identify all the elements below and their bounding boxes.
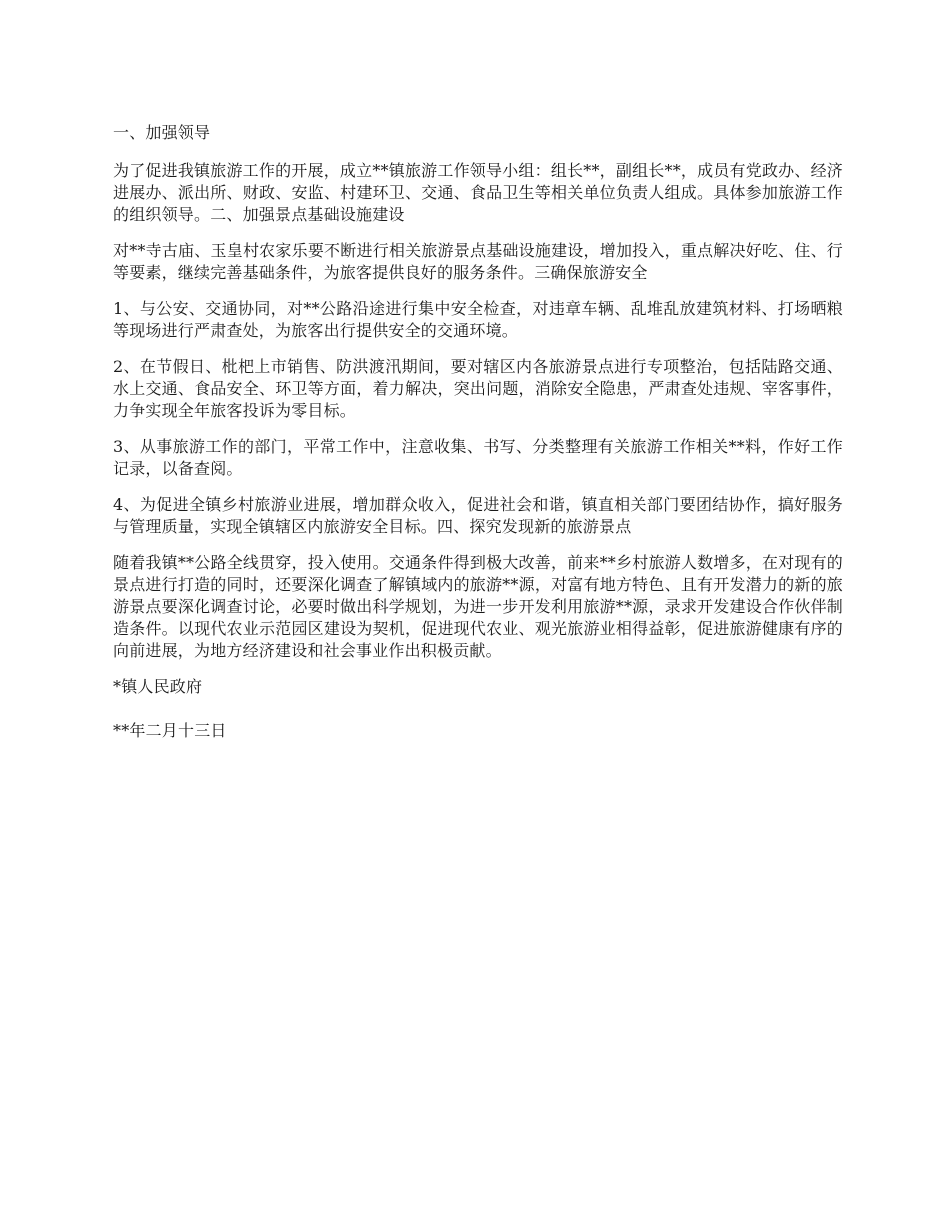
paragraph-safety-4: 4、为促进全镇乡村旅游业进展，增加群众收入，促进社会和谐，镇直相关部门要团结协作，搞好服务与管理质量，实现全镇辖区内旅游安全目标。四、探究发现新的旅游景点: [113, 495, 843, 536]
document-body: [113, 122, 843, 756]
paragraph-safety-3: 3、从事旅游工作的部门，平常工作中，注意收集、书写、分类整理有关旅游工作相关**料，作好工作记录，以备查阅。: [113, 437, 843, 478]
section-heading: 一、加强领导: [113, 123, 211, 142]
paragraph-infrastructure: 对**寺古庙、玉皇村农家乐要不断进行相关旅游景点基础设施建设，增加投入，重点解决好吃、住、行等要素，继续完善基础条件，为旅客提供良好的服务条件。三确保旅游安全: [113, 241, 843, 282]
paragraph-leadership: 为了促进我镇旅游工作的开展，成立**镇旅游工作领导小组：组长**，副组长**，成员有党政办、经济进展办、派出所、财政、安监、村建环卫、交通、食品卫生等相关单位负责人组成。具体参加旅游工作的组织领导。二、加强景点基础设施建设: [113, 161, 843, 224]
paragraph-safety-1: 1、与公安、交通协同，对**公路沿途进行集中安全检查，对违章车辆、乱堆乱放建筑材料、打场晒粮等现场进行严肃查处，为旅客出行提供安全的交通环境。: [113, 299, 843, 340]
paragraph-new-attractions: 随着我镇**公路全线贯穿，投入使用。交通条件得到极大改善，前来**乡村旅游人数增多，在对现有的景点进行打造的同时，还要深化调查了解镇域内的旅游**源，对富有地方特色、且有开发潜力的新的旅游景点要深化调查讨论，必要时做出科学规划，为进一步开发利用旅游**源，录求开发建设合作伙伴制造条件。以现代农业示范园区建设为契机，促进现代农业、观光旅游业相得益彰，促进旅游健康有序的向前进展，为地方经济建设和社会事业作出积极贡献。: [113, 553, 843, 660]
paragraph-safety-2: 2、在节假日、枇杷上市销售、防洪渡汛期间，要对辖区内各旅游景点进行专项整治，包括陆路交通、水上交通、食品安全、环卫等方面，着力解决，突出问题，消除安全隐患，严肃查处违规、宰客事件，力争实现全年旅客投诉为零目标。: [113, 357, 843, 420]
date: **年二月十三日: [113, 721, 227, 740]
signature: *镇人民政府: [113, 677, 203, 696]
